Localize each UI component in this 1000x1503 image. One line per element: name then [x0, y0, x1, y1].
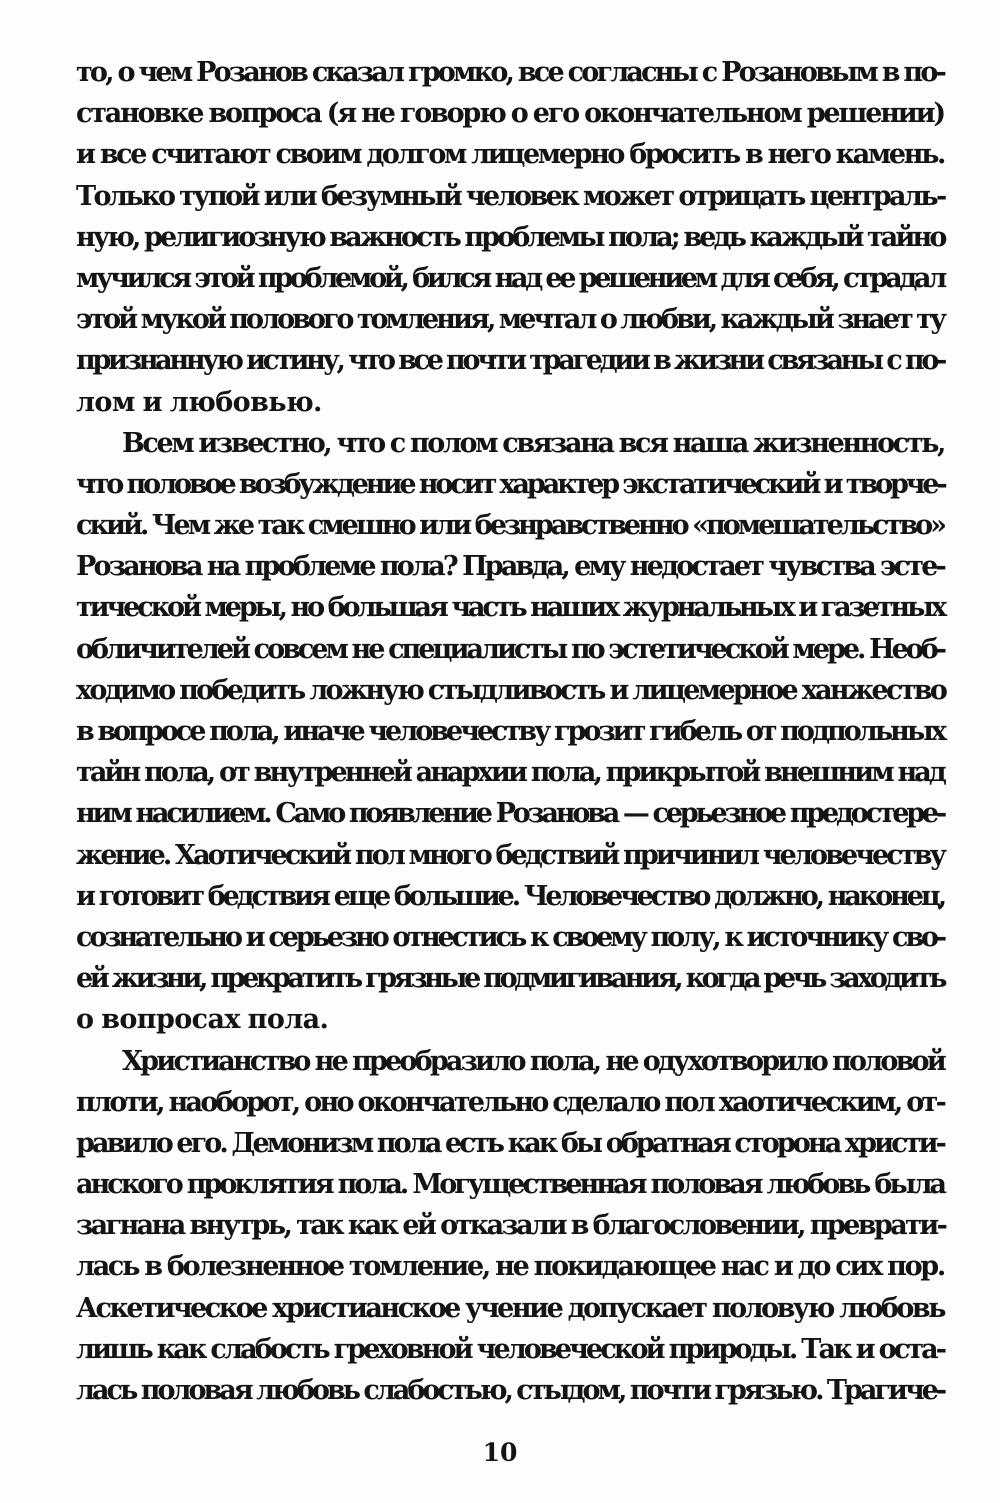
text-line: ную, религиозную важность проблемы пола; ведь каждый тайно	[76, 221, 945, 253]
text-line: жение. Хаотический пол много бедствий причинил человечеству	[76, 839, 944, 871]
text-line: ходимо победить ложную стыдливость и лицемерное ханжество	[76, 674, 946, 706]
text-line: лишь как слабость греховной человеческой природы. Так и оста-	[76, 1333, 944, 1365]
text-line: ним насилием. Само появление Розанова — серьезное предостере-	[76, 798, 944, 830]
text-line: анского проклятия пола. Могущественная половая любовь была	[76, 1169, 944, 1201]
text-line: лась половая любовь слабостью, стыдом, почти грязью. Трагиче-	[76, 1375, 945, 1406]
text-line: Христианство не преобразило пола, не одухотворило половой	[122, 1045, 944, 1077]
text-line: становке вопроса (я не говорю о его окончательном решении)	[76, 98, 944, 130]
text-line: тайн пола, от внутренней анархии пола, прикрытой внешним над	[76, 757, 944, 789]
text-line: сознательно и серьезно отнестись к своему полу, к источнику сво-	[76, 921, 944, 953]
text-line: Всем известно, что с полом связана вся наша жизненность,	[122, 427, 944, 459]
text-line: и готовит бедствия еще большие. Человечество должно, наконец,	[76, 880, 944, 912]
text-line: загнана внутрь, так как ей отказали в благословении, преврати-	[76, 1210, 946, 1242]
text-line: ей жизни, прекратить грязные подмигивания, когда речь заходить	[76, 963, 944, 995]
text-line: этой мукой полового томления, мечтал о любви, каждый знает ту	[76, 304, 945, 336]
text-line: обличителей совсем не специалисты по эстетической мере. Необ-	[76, 633, 944, 665]
page-number: 10	[482, 1438, 518, 1467]
text-line: Только тупой или безумный человек может отрицать централь-	[76, 180, 945, 212]
text-line: и все считают своим долгом лицемерно бросить в него камень.	[76, 139, 944, 171]
body-text	[76, 52, 944, 1411]
text-line: лась в болезненное томление, не покидающее нас и до сих пор.	[76, 1251, 944, 1283]
text-line: в вопросе пола, иначе человечеству грозит гибель от подпольных	[76, 716, 944, 747]
text-line: что половое возбуждение носит характер экстатический и творче-	[76, 468, 945, 500]
text-line: лом и любовью.	[76, 386, 322, 418]
text-line: мучился этой проблемой, бился над ее решением для себя, страдал	[76, 262, 944, 294]
text-line: ский. Чем же так смешно или безнравственно «помешательство»	[76, 510, 944, 542]
text-line: о вопросах пола.	[76, 1004, 329, 1036]
text-line: Аскетическое христианское учение допускает половую любовь	[76, 1292, 944, 1324]
text-line: равило его. Демонизм пола есть как бы обратная сторона христи-	[76, 1127, 944, 1159]
text-line: Розанова на проблеме пола? Правда, ему недостает чувства эсте-	[76, 551, 944, 583]
text-line: то, о чем Розанов сказал громко, все согласны с Розановым в по-	[76, 57, 944, 88]
text-line: признанную истину, что все почти трагедии в жизни связаны с по-	[76, 345, 944, 377]
text-line: плоти, наоборот, оно окончательно сделало пол хаотическим, от-	[76, 1086, 945, 1118]
text-line: тической меры, но большая часть наших журнальных и газетных	[76, 592, 944, 624]
